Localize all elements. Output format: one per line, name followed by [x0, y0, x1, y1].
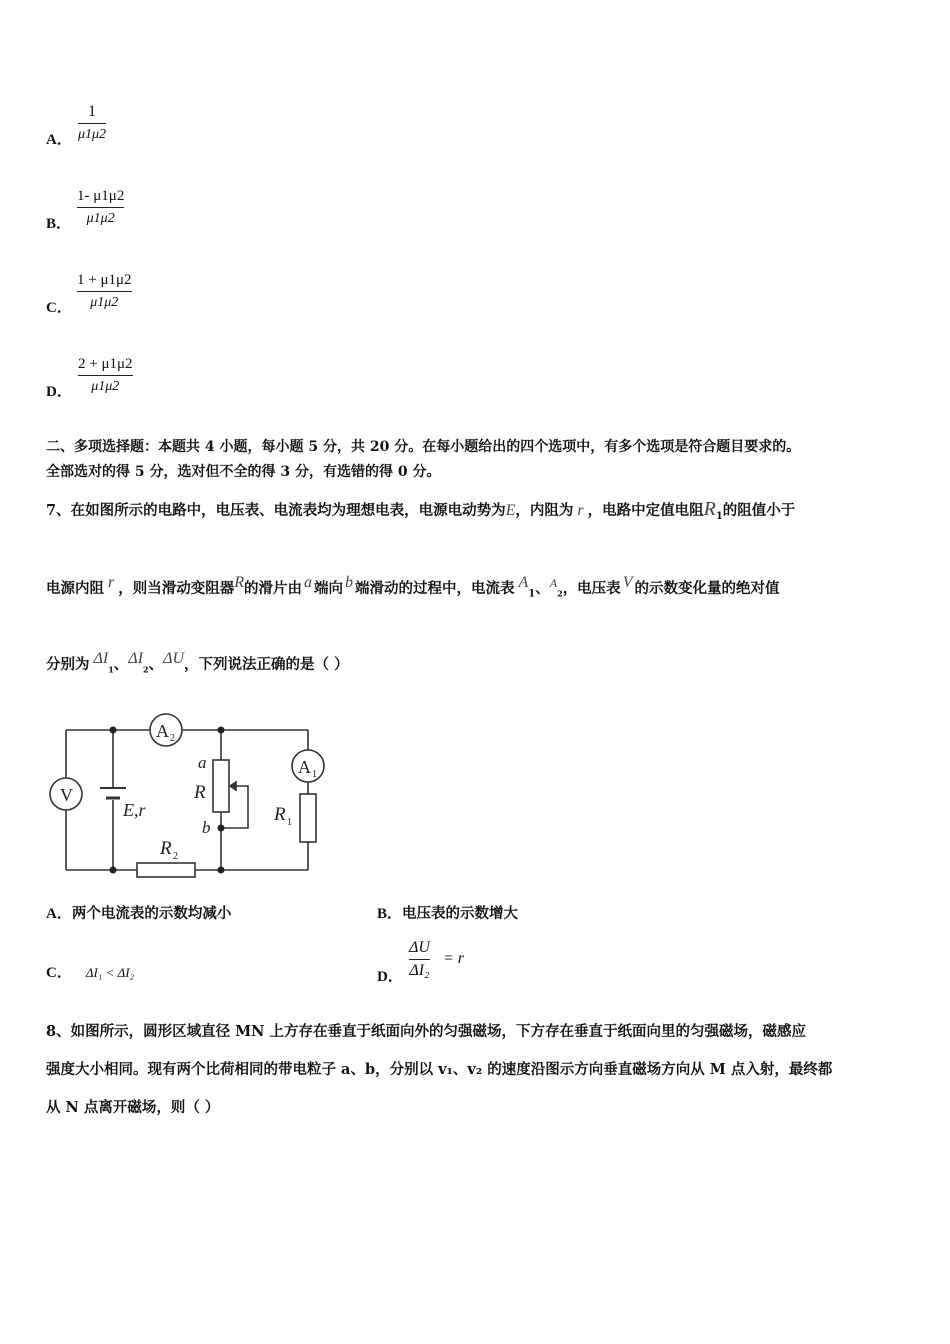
- fraction-bar: [77, 291, 132, 292]
- battery-label: E,r: [123, 800, 146, 820]
- option-a-denominator: μ1μ2: [78, 127, 107, 142]
- rheostat-resistor: [213, 760, 229, 812]
- ammeter-a1-sub: 1: [312, 769, 317, 780]
- r2-sub: 2: [173, 851, 178, 862]
- option-c-fraction: [77, 270, 132, 313]
- option-c-label: C．: [46, 300, 72, 316]
- q8-line-3: 从 N 点离开磁场，则（ ）: [46, 1099, 220, 1116]
- section-heading-line-2: 全部选对的得 5 分，选对但不全的得 3 分，有选错的得 0 分。: [46, 464, 441, 480]
- option-b-fraction: [77, 186, 124, 229]
- ammeter-a2-sub: 2: [170, 733, 175, 744]
- fraction-bar: [78, 123, 106, 124]
- option-d-denominator: μ1μ2: [91, 379, 120, 394]
- voltmeter-label: V: [60, 785, 73, 805]
- fraction-bar: [77, 207, 124, 208]
- q7-option-a: A．两个电流表的示数均减小: [46, 905, 232, 922]
- q7-line-3: 分别为 $\Delta I_1$、$\Delta I_2$、ΔU，下列说法正确的是（ ）: [46, 650, 349, 675]
- q8-line-1: 8、如图所示，圆形区域直径 MN 上方存在垂直于纸面向外的匀强磁场，下方存在垂直于纸面向里的匀强磁场，磁感应: [46, 1023, 806, 1040]
- rheostat-label: R: [194, 782, 206, 803]
- q7-option-b: B．电压表的示数增大: [377, 905, 519, 922]
- rheostat-slider-wire: [221, 786, 248, 828]
- q7-option-d-fraction: [409, 938, 430, 981]
- r1-sub: 1: [287, 817, 292, 828]
- section-heading-line-1: 二、多项选择题：本题共 4 小题，每小题 5 分，共 20 分。在每小题给出的四个选项中，有多个选项是符合题目要求的。: [46, 439, 801, 455]
- option-c-numerator: 1 + μ1μ2: [77, 272, 132, 288]
- option-d-fraction: [78, 354, 133, 397]
- junction-dot: [218, 867, 225, 874]
- option-a-numerator: 1: [88, 103, 97, 120]
- q7-option-c: C． ΔI₁ < ΔI₂: [46, 965, 135, 981]
- r2-label: R: [160, 838, 172, 859]
- option-d-label: D．: [46, 384, 72, 400]
- ammeter-a1-label: A: [298, 757, 311, 777]
- option-d-numerator: 2 + μ1μ2: [78, 356, 133, 372]
- junction-dot: [218, 825, 225, 832]
- option-b-label: B．: [46, 216, 72, 232]
- q7-option-d-label: D．: [377, 969, 403, 985]
- junction-dot: [110, 727, 117, 734]
- junction-dot: [218, 727, 225, 734]
- option-c-denominator: μ1μ2: [90, 295, 119, 310]
- rheostat-slider-arrow: [230, 782, 236, 790]
- option-b-numerator: 1- μ1μ2: [77, 188, 125, 204]
- circuit-diagram: [40, 712, 330, 882]
- terminal-b-label: b: [202, 818, 211, 837]
- r2-resistor: [137, 863, 195, 877]
- q7-option-d-denominator: ΔI₂: [409, 962, 430, 979]
- junction-dot: [110, 867, 117, 874]
- q7-line-2: 电源内阻 r ，则当滑动变阻器R的滑片由 a 端向 b 端滑动的过程中，电流表 $A_1$、$^A_2$，电压表 V 的示数变化量的绝对值: [46, 574, 780, 600]
- q8-line-2: 强度大小相同。现有两个比荷相同的带电粒子 a、b，分别以 v₁、v₂ 的速度沿图示方向垂直磁场方向从 M 点入射，最终都: [46, 1061, 833, 1078]
- q7-line-1: 7、在如图所示的电路中，电压表、电流表均为理想电表，电源电动势为E，内阻为 r ，电路中定值电阻$R_1$的阻值小于: [46, 498, 796, 522]
- option-a-label: A．: [46, 132, 72, 148]
- fraction-bar: [78, 375, 133, 376]
- terminal-a-label: a: [198, 753, 207, 772]
- r1-resistor: [300, 794, 316, 842]
- option-b-denominator: μ1μ2: [86, 211, 115, 226]
- q7-option-d-rhs: = r: [443, 950, 465, 967]
- ammeter-a2-label: A: [156, 721, 169, 741]
- option-a-fraction: [78, 102, 106, 145]
- fraction-bar: [409, 959, 430, 960]
- r1-label: R: [274, 804, 286, 825]
- q7-option-d-numerator: ΔU: [409, 939, 430, 956]
